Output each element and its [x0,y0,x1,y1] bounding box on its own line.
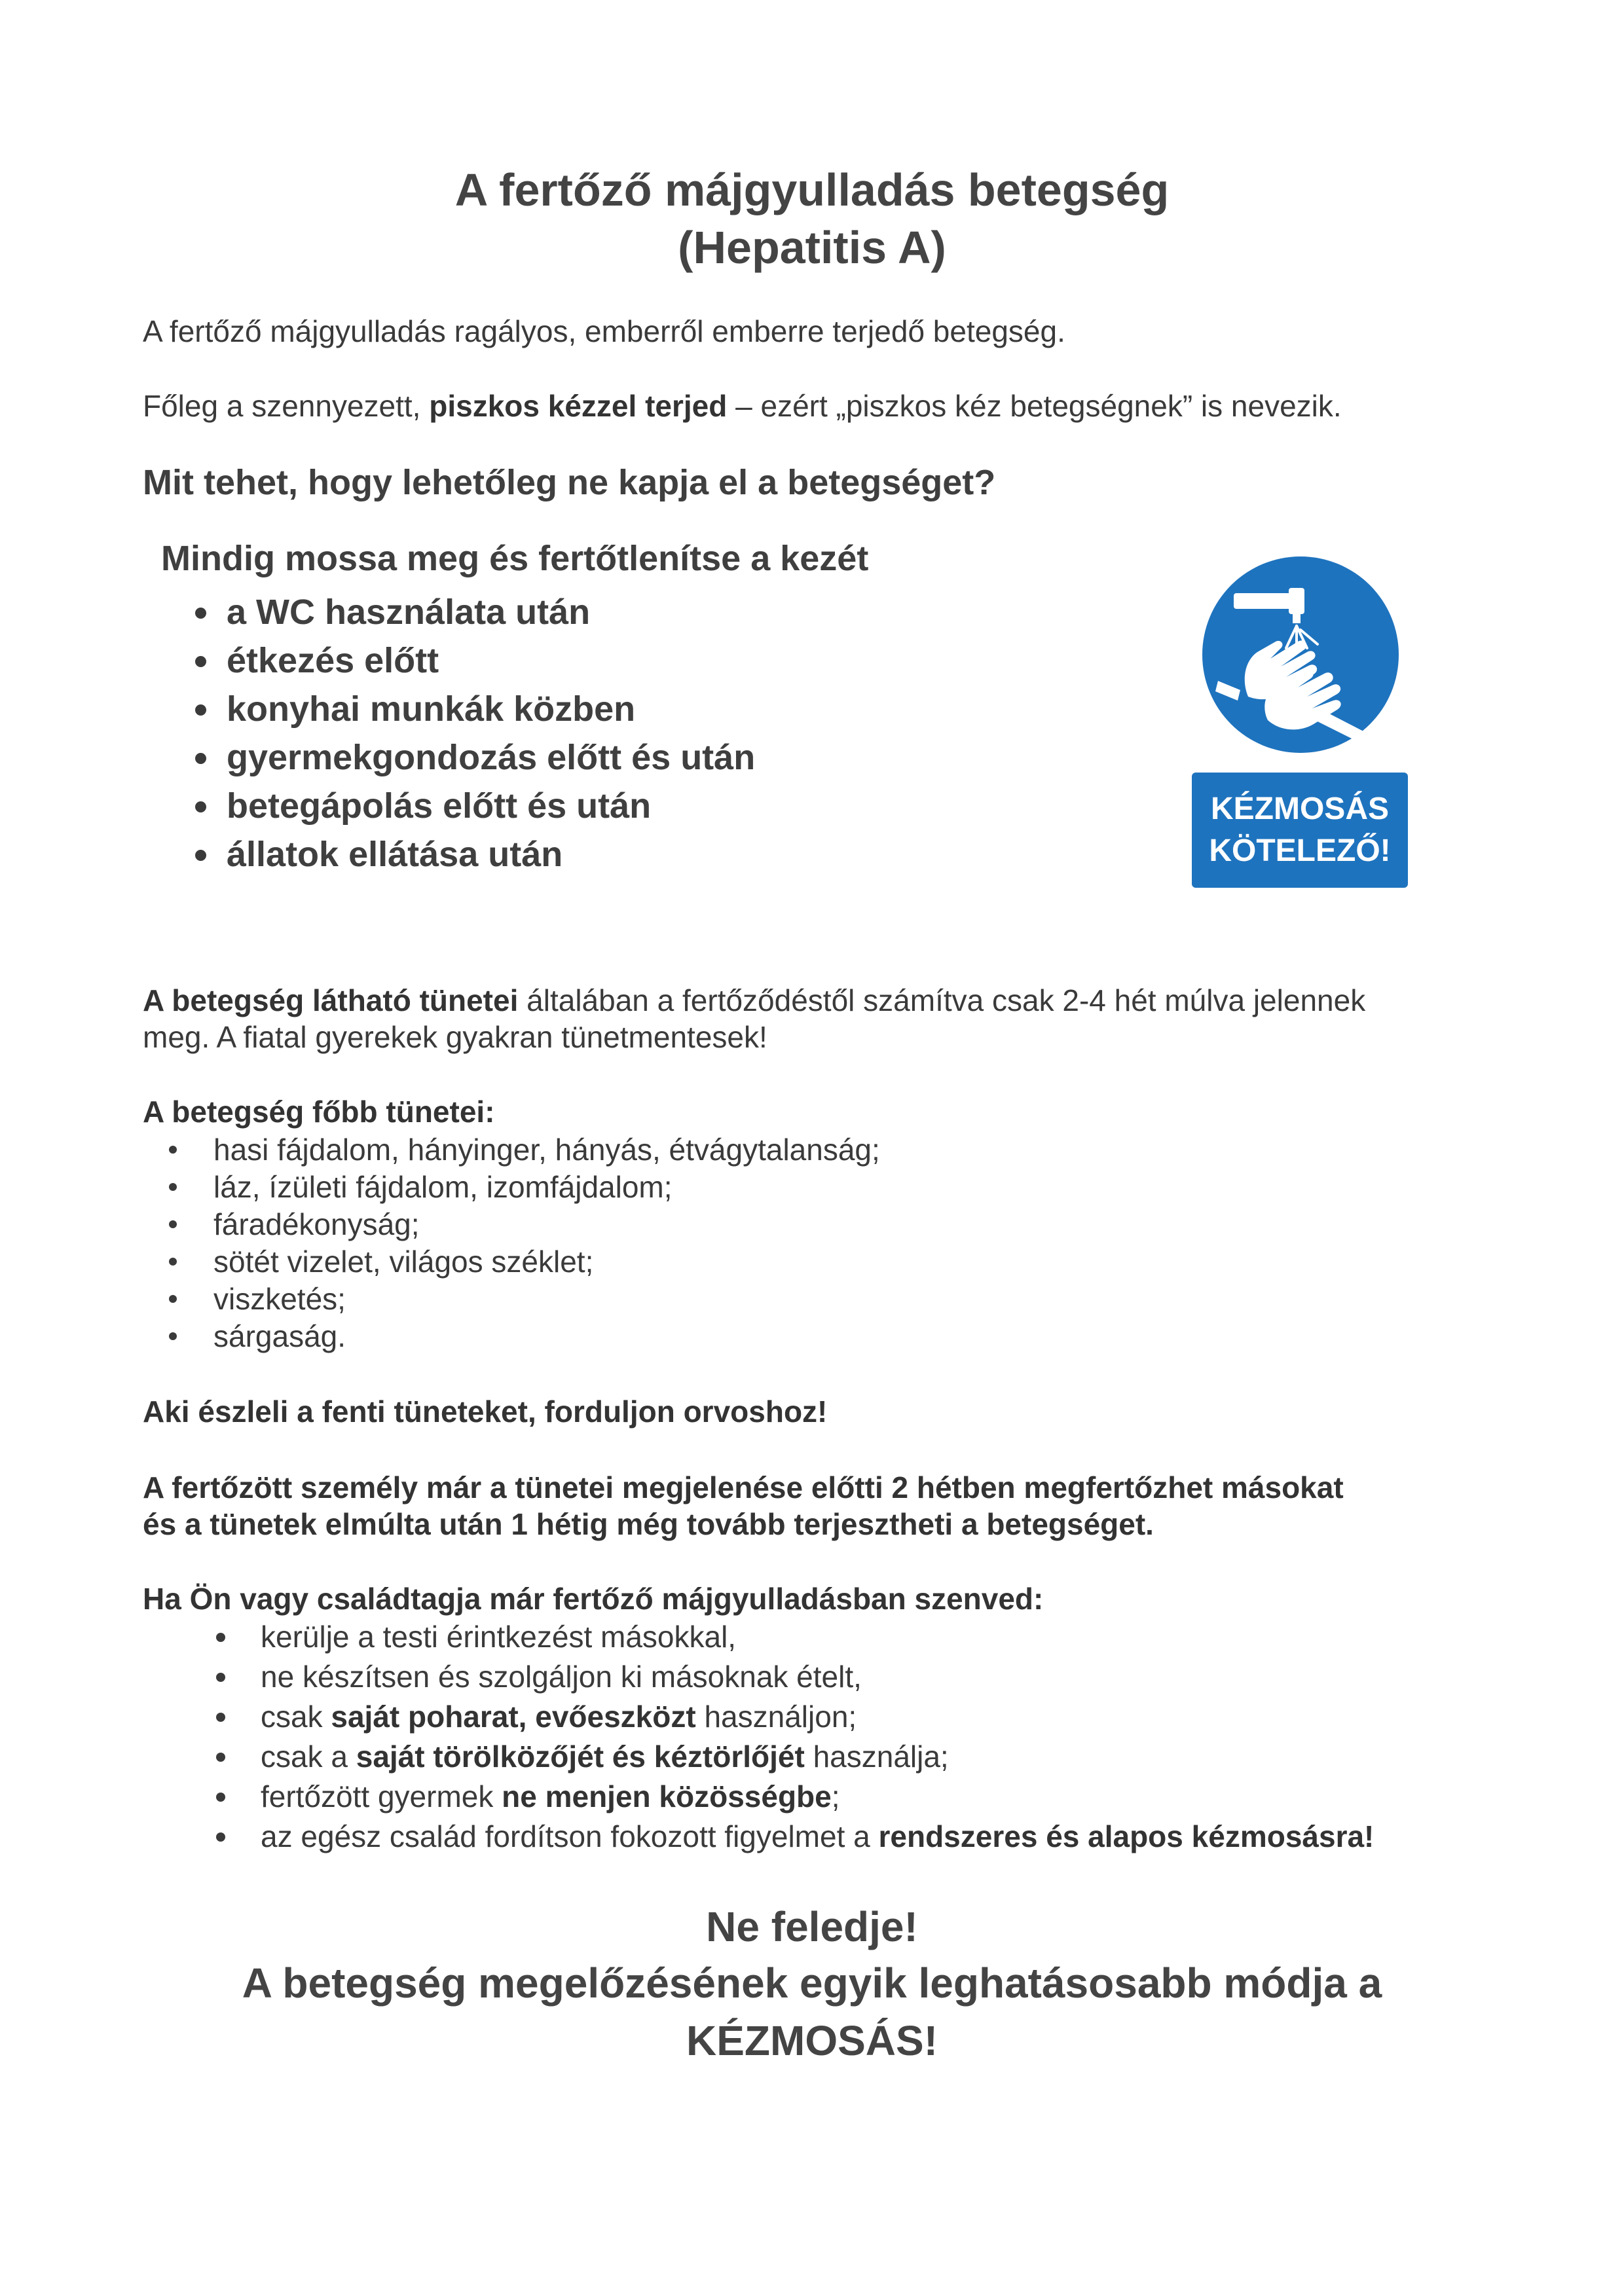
symptoms-intro-line2: meg. A fiatal gyerekek gyakran tünetmentesek! [143,1020,767,1054]
list-item: étkezés előtt [227,636,755,685]
list-item: fáradékonyság; [213,1206,880,1243]
sign-label-line2: KÖTELEZŐ! [1209,833,1391,868]
hand-washing-sign [1202,556,1399,753]
list-item: betegápolás előtt és után [227,782,755,830]
closing-line1: Ne feledje! [706,1903,918,1950]
document-title-line1: A fertőző májgyulladás betegség [454,164,1170,215]
list-item: láz, ízületi fájdalom, izomfájdalom; [213,1169,880,1206]
list-item: kerülje a testi érintkezést másokkal, [261,1617,1374,1657]
intro-paragraph-1: A fertőző májgyulladás ragályos, emberről emberre terjedő betegség. [143,314,1065,348]
intro-paragraph-2: Főleg a szennyezett, piszkos kézzel terjed – ezért „piszkos kéz betegségnek” is nevezik. [143,389,1342,423]
prevention-heading: Mindig mossa meg és fertőtlenítse a kezét [161,539,869,578]
closing-line3: KÉZMOSÁS! [686,2017,938,2064]
family-heading: Ha Ön vagy családtagja már fertőző májgyulladásban szenved: [143,1582,1044,1616]
closing-line2: A betegség megelőzésének egyik leghatásosabb módja a [242,1959,1382,2007]
list-item: konyhai munkák közben [227,685,755,733]
list-item: hasi fájdalom, hányinger, hányás, étvágytalanság; [213,1131,880,1169]
list-item: fertőzött gyermek ne menjen közösségbe; [261,1777,1374,1817]
list-item: ne készítsen és szolgáljon ki másoknak ételt, [261,1657,1374,1697]
list-item: csak saját poharat, evőeszközt használjon; [261,1697,1374,1737]
symptoms-heading: A betegség főbb tünetei: [143,1095,495,1129]
list-item: az egész család fordítson fokozott figyelmet a rendszeres és alapos kézmosásra! [261,1817,1374,1857]
symptoms-list [213,1131,880,1355]
list-item: viszketés; [213,1281,880,1318]
sign-label-line1: KÉZMOSÁS [1210,792,1389,826]
list-item: sötét vizelet, világos széklet; [213,1243,880,1281]
list-item: csak a saját törölközőjét és kéztörlőjét használja; [261,1737,1374,1777]
prevention-list [227,588,755,879]
mandatory-sign-plate [1192,773,1408,888]
document-title-line2: (Hepatitis A) [678,222,946,273]
contagion-warning-line1: A fertőzött személy már a tünetei megjelenése előtti 2 hétben megfertőzhet másokat [143,1470,1344,1504]
doctor-warning: Aki észleli a fenti tüneteket, forduljon orvoshoz! [143,1394,828,1429]
list-item: állatok ellátása után [227,830,755,879]
list-item: gyermekgondozás előtt és után [227,733,755,782]
family-list [261,1617,1374,1857]
list-item: sárgaság. [213,1318,880,1355]
symptoms-intro-line1: A betegség látható tünetei általában a fertőződéstől számítva csak 2-4 hét múlva jelennek [143,983,1366,1017]
contagion-warning-line2: és a tünetek elmúlta után 1 hétig még tovább terjesztheti a betegséget. [143,1507,1154,1541]
prevention-question: Mit tehet, hogy lehetőleg ne kapja el a betegséget? [143,463,996,502]
list-item: a WC használata után [227,588,755,636]
hand-washing-icon [1202,556,1399,753]
